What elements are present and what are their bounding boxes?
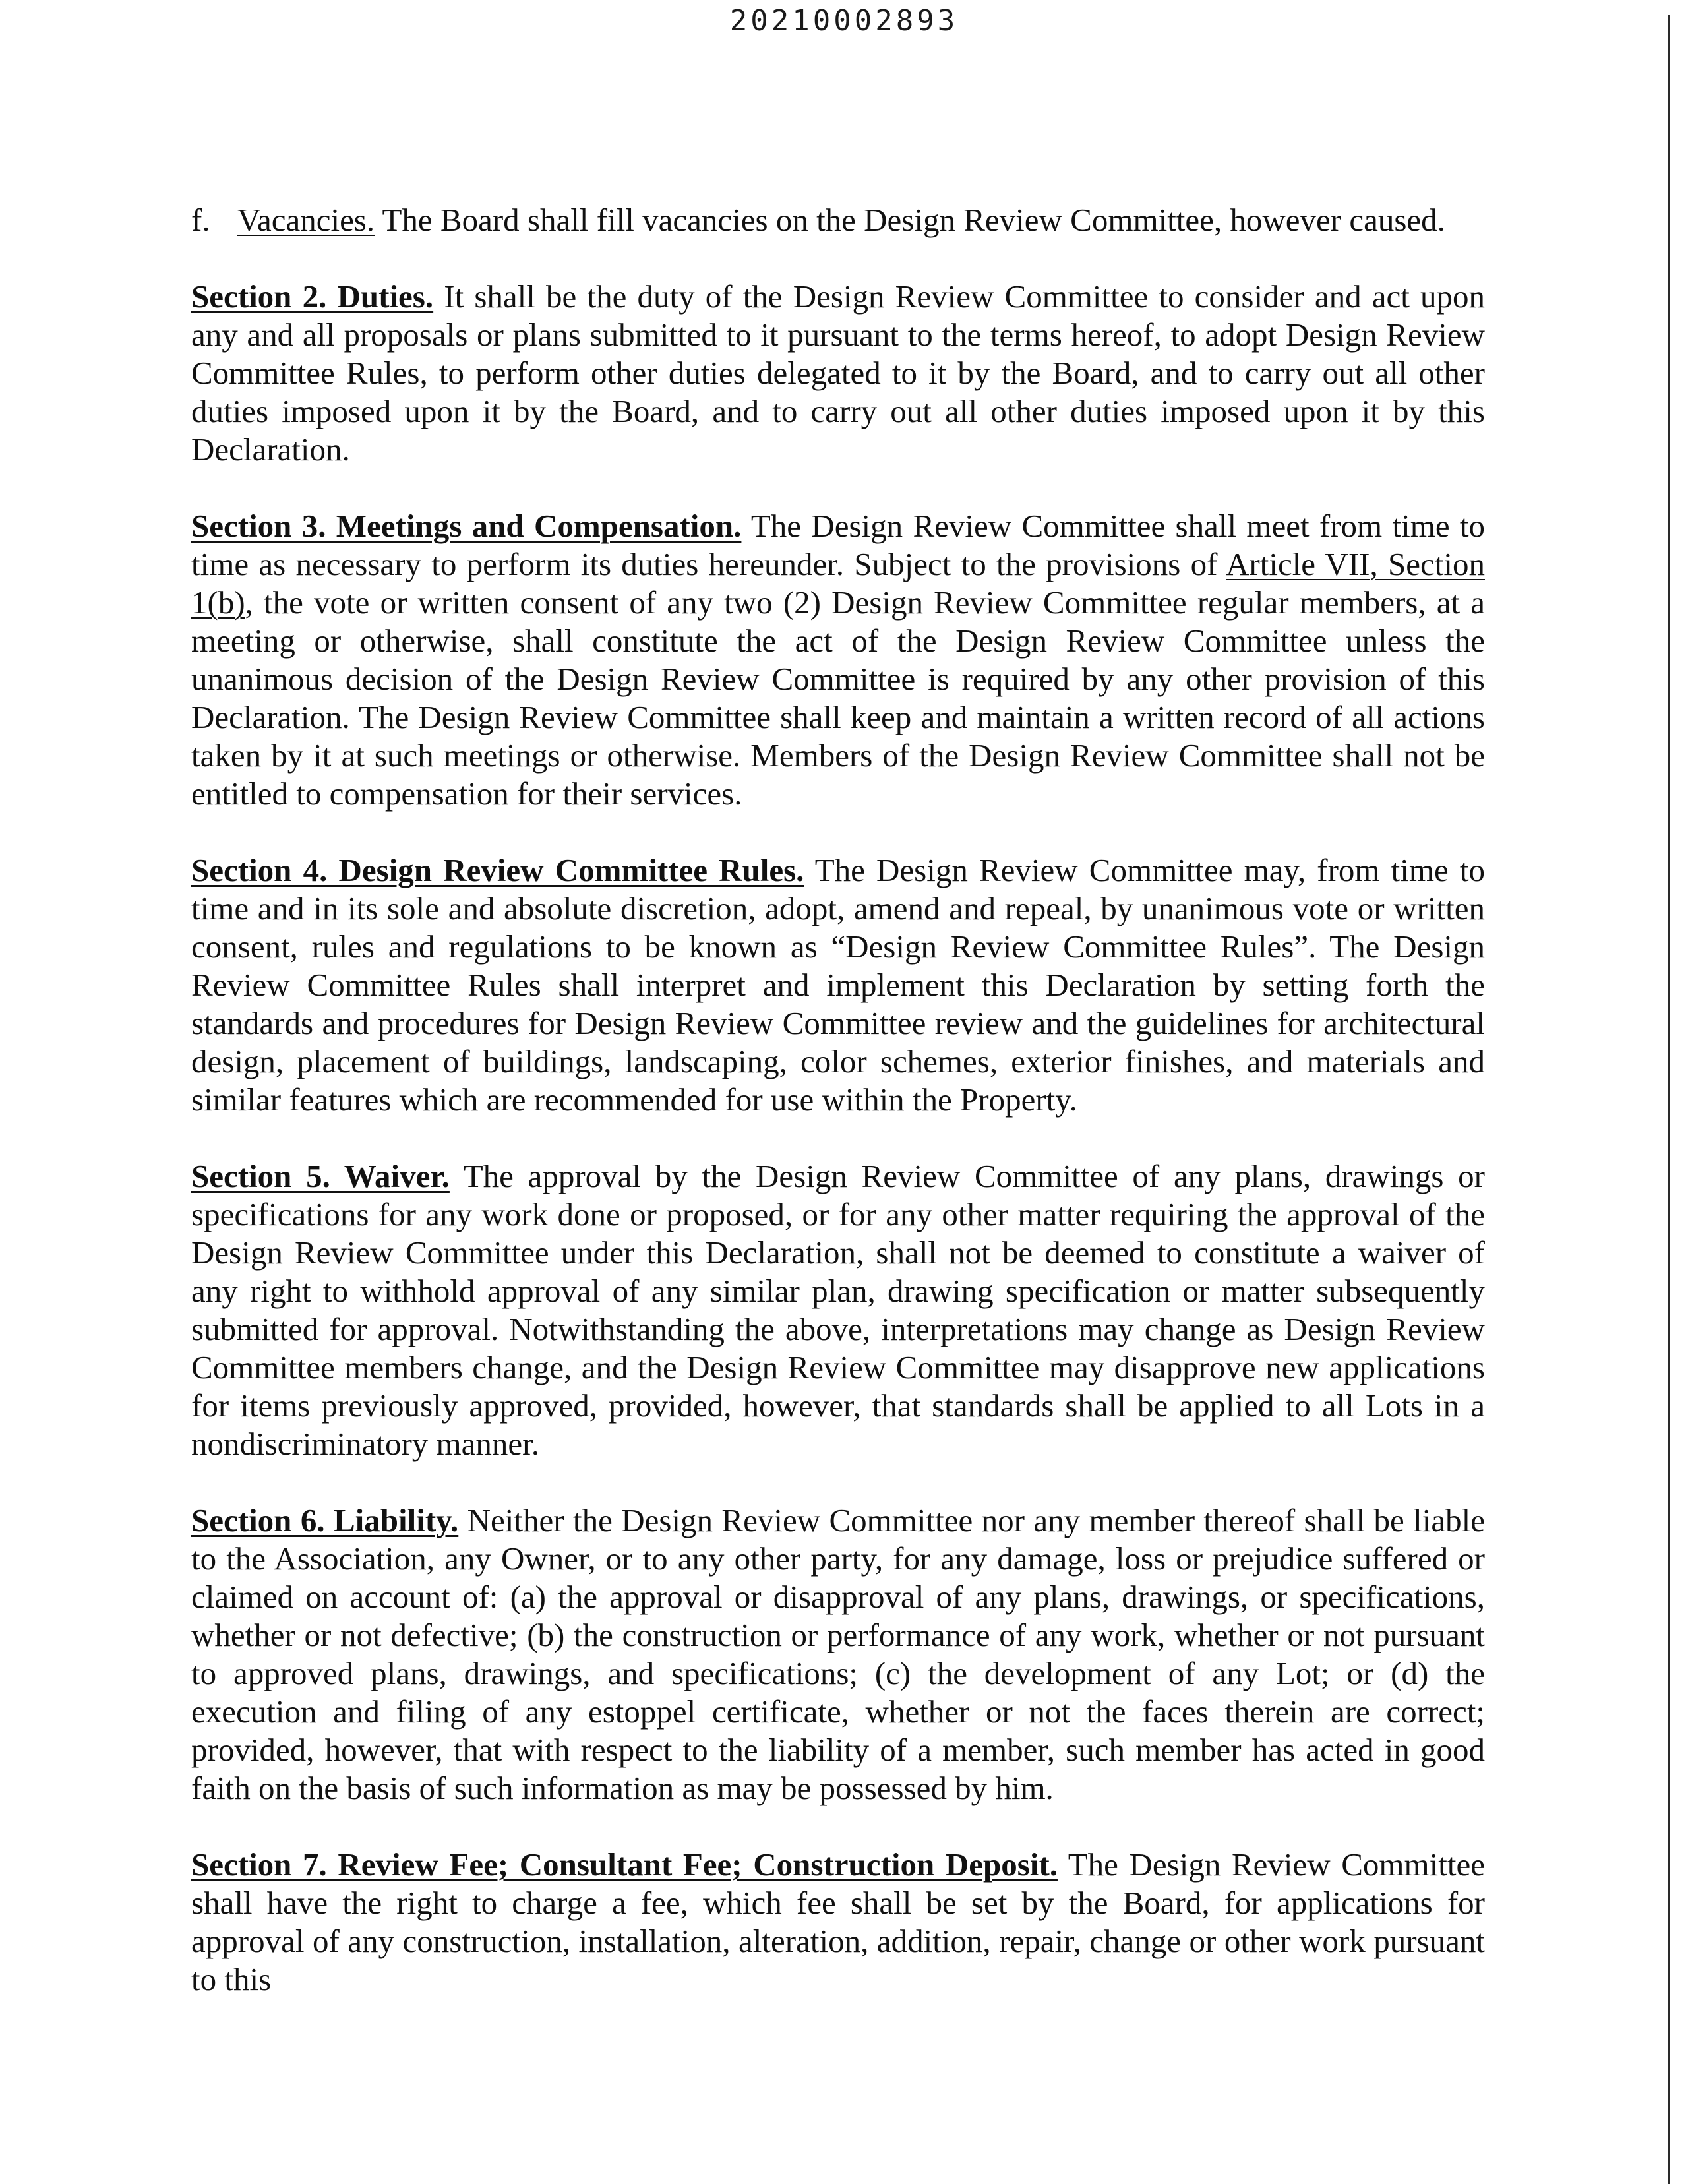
section-3-text-b: , the vote or written consent of any two (2) Design Review Committee regular members, at a meeting or otherwise, shall constitute the act of the Design Review Committee unless the unanimous decision of the Design Review Committee is required by any other provision of this Declaration. The Design Review Committee shall keep and maintain a written record of all actions taken by it at such meetings or otherwise. Members of the Design Review Committee shall not be entitled to compensation for their services.	[191, 584, 1485, 812]
section-6-heading: Section 6. Liability.	[191, 1502, 459, 1538]
paragraph-vacancies	[191, 201, 1485, 239]
section-4-text: The Design Review Committee may, from time to time and in its sole and absolute discretion, adopt, amend and repeal, by unanimous vote or written consent, rules and regulations to be known as “Design Review Committee Rules”. The Design Review Committee Rules shall interpret and implement this Declaration by setting forth the standards and procedures for Design Review Committee review and the guidelines for architectural design, placement of buildings, landscaping, color schemes, exterior finishes, and materials and similar features which are recommended for use within the Property.	[191, 852, 1485, 1118]
paragraph-section-5	[191, 1157, 1485, 1463]
document-number: 20210002893	[729, 4, 959, 38]
section-2-heading: Section 2. Duties.	[191, 278, 434, 315]
section-4-heading: Section 4. Design Review Committee Rules.	[191, 852, 804, 888]
article-reference: Article VII, Section 1(b)	[191, 546, 1485, 621]
section-7-text: The Design Review Committee shall have the right to charge a fee, which fee shall be set by the Board, for applications for approval of any construction, installation, alteration, addition, repair, change or other work pursuant to this	[191, 1846, 1485, 1997]
item-marker: f.	[191, 202, 210, 238]
paragraph-section-4	[191, 851, 1485, 1119]
vacancies-heading: Vacancies.	[237, 202, 375, 238]
vacancies-text: The Board shall fill vacancies on the Design Review Committee, however caused.	[375, 202, 1445, 238]
document-body	[191, 201, 1485, 1999]
paragraph-section-2	[191, 278, 1485, 469]
section-7-heading: Section 7. Review Fee; Consultant Fee; Construction Deposit.	[191, 1846, 1058, 1883]
section-5-text: The approval by the Design Review Committee of any plans, drawings or specifications for any work done or proposed, or for any other matter requiring the approval of the Design Review Committee under this Declaration, shall not be deemed to constitute a waiver of any right to withhold approval of any similar plan, drawing specification or matter subsequently submitted for approval. Notwithstanding the above, interpretations may change as Design Review Committee members change, and the Design Review Committee may disapprove new applications for items previously approved, provided, however, that standards shall be applied to all Lots in a nondiscriminatory manner.	[191, 1158, 1485, 1462]
scan-edge-line	[1668, 15, 1670, 2184]
section-2-text: It shall be the duty of the Design Review Committee to consider and act upon any and all proposals or plans submitted to it pursuant to the terms hereof, to adopt Design Review Committee Rules, to perform other duties delegated to it by the Board, and to carry out all other duties imposed upon it by the Board, and to carry out all other duties imposed upon it by this Declaration.	[191, 278, 1485, 468]
paragraph-section-6	[191, 1502, 1485, 1807]
section-3-text-a: The Design Review Committee shall meet from time to time as necessary to perform its duties hereunder. Subject to the provisions of	[191, 508, 1486, 582]
section-3-heading: Section 3. Meetings and Compensation.	[191, 508, 742, 544]
paragraph-section-3	[191, 507, 1485, 813]
paragraph-section-7	[191, 1846, 1485, 1999]
section-5-heading: Section 5. Waiver.	[191, 1158, 450, 1194]
section-6-text: Neither the Design Review Committee nor any member thereof shall be liable to the Association, any Owner, or to any other party, for any damage, loss or prejudice suffered or claimed on account of: (a) the approval or disapproval of any plans, drawings, or specifications, whether or not defective; (b) the construction or performance of any work, whether or not pursuant to approved plans, drawings, and specifications; (c) the development of any Lot; or (d) the execution and filing of any estoppel certificate, whether or not the faces therein are correct; provided, however, that with respect to the liability of a member, such member has acted in good faith on the basis of such information as may be possessed by him.	[191, 1502, 1485, 1806]
